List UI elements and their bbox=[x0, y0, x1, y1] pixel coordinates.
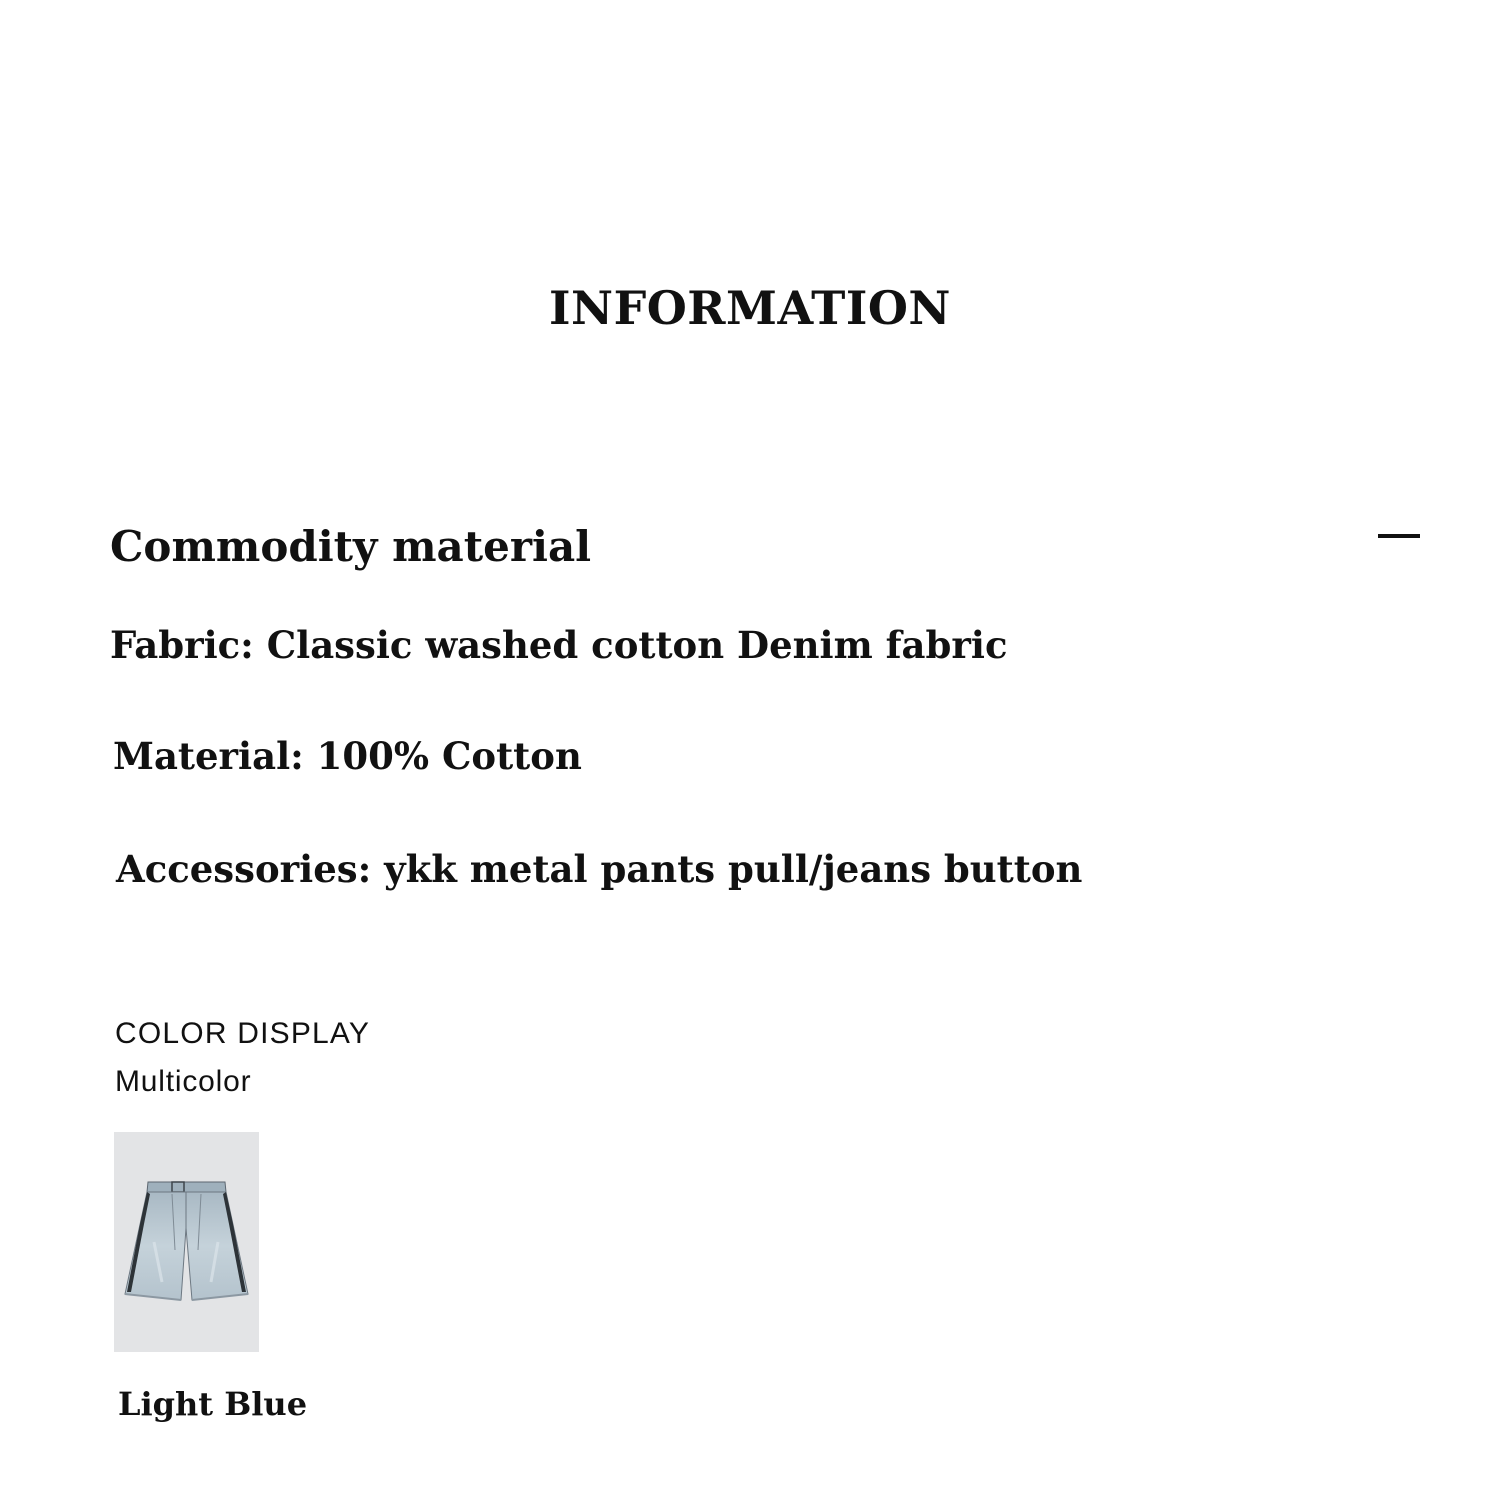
minus-icon bbox=[1378, 534, 1420, 538]
color-display-subheading: Multicolor bbox=[115, 1065, 252, 1098]
section-title: Commodity material bbox=[110, 522, 592, 571]
swatch-label: Light Blue bbox=[118, 1385, 308, 1423]
denim-shorts-thumbnail-icon bbox=[114, 1132, 259, 1352]
color-swatch-light-blue[interactable] bbox=[114, 1132, 259, 1352]
page-title: INFORMATION bbox=[549, 281, 951, 335]
color-display-heading: COLOR DISPLAY bbox=[115, 1017, 371, 1050]
spec-fabric: Fabric: Classic washed cotton Denim fabric bbox=[110, 623, 1008, 667]
spec-material: Material: 100% Cotton bbox=[113, 734, 582, 778]
collapse-toggle-button[interactable] bbox=[1372, 516, 1424, 556]
spec-accessories: Accessories: ykk metal pants pull/jeans button bbox=[116, 847, 1083, 891]
